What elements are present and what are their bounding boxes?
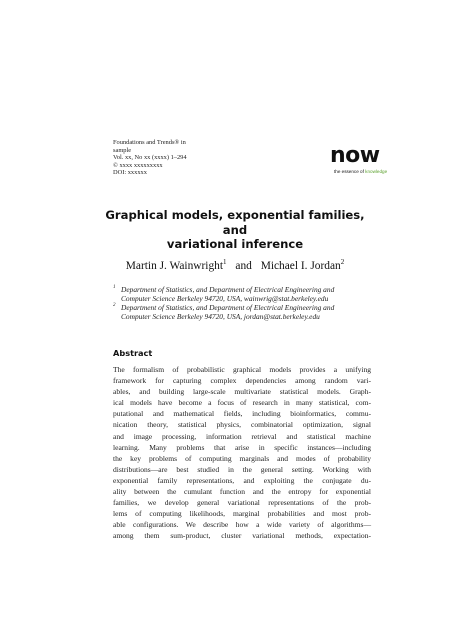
publication-meta — [113, 139, 187, 177]
abstract-line: able configurations. We describe how a wide variety of algorithms— — [113, 520, 371, 530]
now-publisher-logo — [330, 145, 400, 185]
author-affil-mark: 1 — [223, 258, 227, 266]
abstract-line: the key problems of computing marginals and modes of probability — [113, 453, 371, 463]
author-list — [100, 258, 370, 272]
abstract-line: framework for capturing complex dependencies among random vari- — [113, 376, 371, 386]
meta-line-doi: DOI: xxxxxx — [113, 169, 147, 177]
logo-tagline-accent: knowledge — [365, 169, 388, 174]
affiliation-mark: 2 — [113, 303, 116, 308]
affiliations — [113, 285, 383, 321]
affiliation-line: Department of Statistics, and Department of Electrical Engineering and — [121, 285, 335, 294]
affiliation-mark: 1 — [113, 285, 116, 290]
logo-wordmark: now — [330, 143, 380, 168]
author-name: Michael I. Jordan — [260, 259, 341, 272]
abstract-heading: Abstract — [113, 348, 153, 358]
meta-line-sample: sample — [113, 146, 132, 154]
title-line-1: Graphical models, exponential families, and — [105, 208, 365, 237]
abstract-line: ical models have become a focus of research in many statistical, com- — [113, 398, 371, 408]
affiliation-line: Computer Science Berkeley 94720, USA, jordan@stat.berkeley.edu — [121, 312, 320, 321]
abstract-body — [113, 364, 371, 542]
abstract-line: distributions—are best studied in the general setting. Working with — [113, 464, 371, 474]
meta-line-volume: Vol. xx, No xx (xxxx) 1–294 — [113, 154, 187, 162]
abstract-line: lems of computing likelihoods, marginal probabilities and most prob- — [113, 509, 371, 519]
author-name: Martin J. Wainwright — [125, 259, 224, 272]
author-joiner: and — [235, 259, 252, 272]
meta-line-copyright: © xxxx xxxxxxxxx — [113, 161, 163, 169]
abstract-line: among them sum-product, cluster variational methods, expectation- — [113, 531, 371, 541]
abstract-line: families, we develop general variational representations of the prob- — [113, 498, 371, 508]
affiliation-item — [113, 303, 383, 321]
author-affil-mark: 2 — [340, 258, 345, 266]
abstract-line: learning. Many problems that arise in specific instances—including — [113, 442, 371, 452]
title-line-2: variational inference — [166, 237, 304, 251]
abstract-line: and image processing, information retrieval and statistical machine — [113, 431, 371, 441]
abstract-line: nication theory, statistical physics, combinatorial optimization, signal — [113, 420, 371, 430]
abstract-line: ality between the cumulant function and the entropy for exponential — [113, 487, 371, 497]
abstract-line: ables, and building large-scale multivariate statistical models. Graph- — [113, 387, 371, 397]
logo-tagline — [334, 169, 387, 174]
paper-title — [100, 208, 370, 252]
affiliation-line: Computer Science Berkeley 94720, USA, wainwrig@stat.berkeley.edu — [121, 294, 329, 303]
abstract-line: putational and mathematical fields, including bioinformatics, commu- — [113, 409, 371, 419]
affiliation-line: Department of Statistics, and Department of Electrical Engineering and — [121, 303, 335, 312]
logo-tagline-prefix: the essence of — [334, 169, 366, 174]
meta-line-journal: Foundations and Trends® in — [113, 139, 186, 146]
abstract-line: The formalism of probabilistic graphical models provides a unifying — [113, 365, 371, 374]
affiliation-item — [113, 285, 383, 303]
abstract-line: exponential family representations, and exploiting the conjugate du- — [113, 475, 371, 485]
